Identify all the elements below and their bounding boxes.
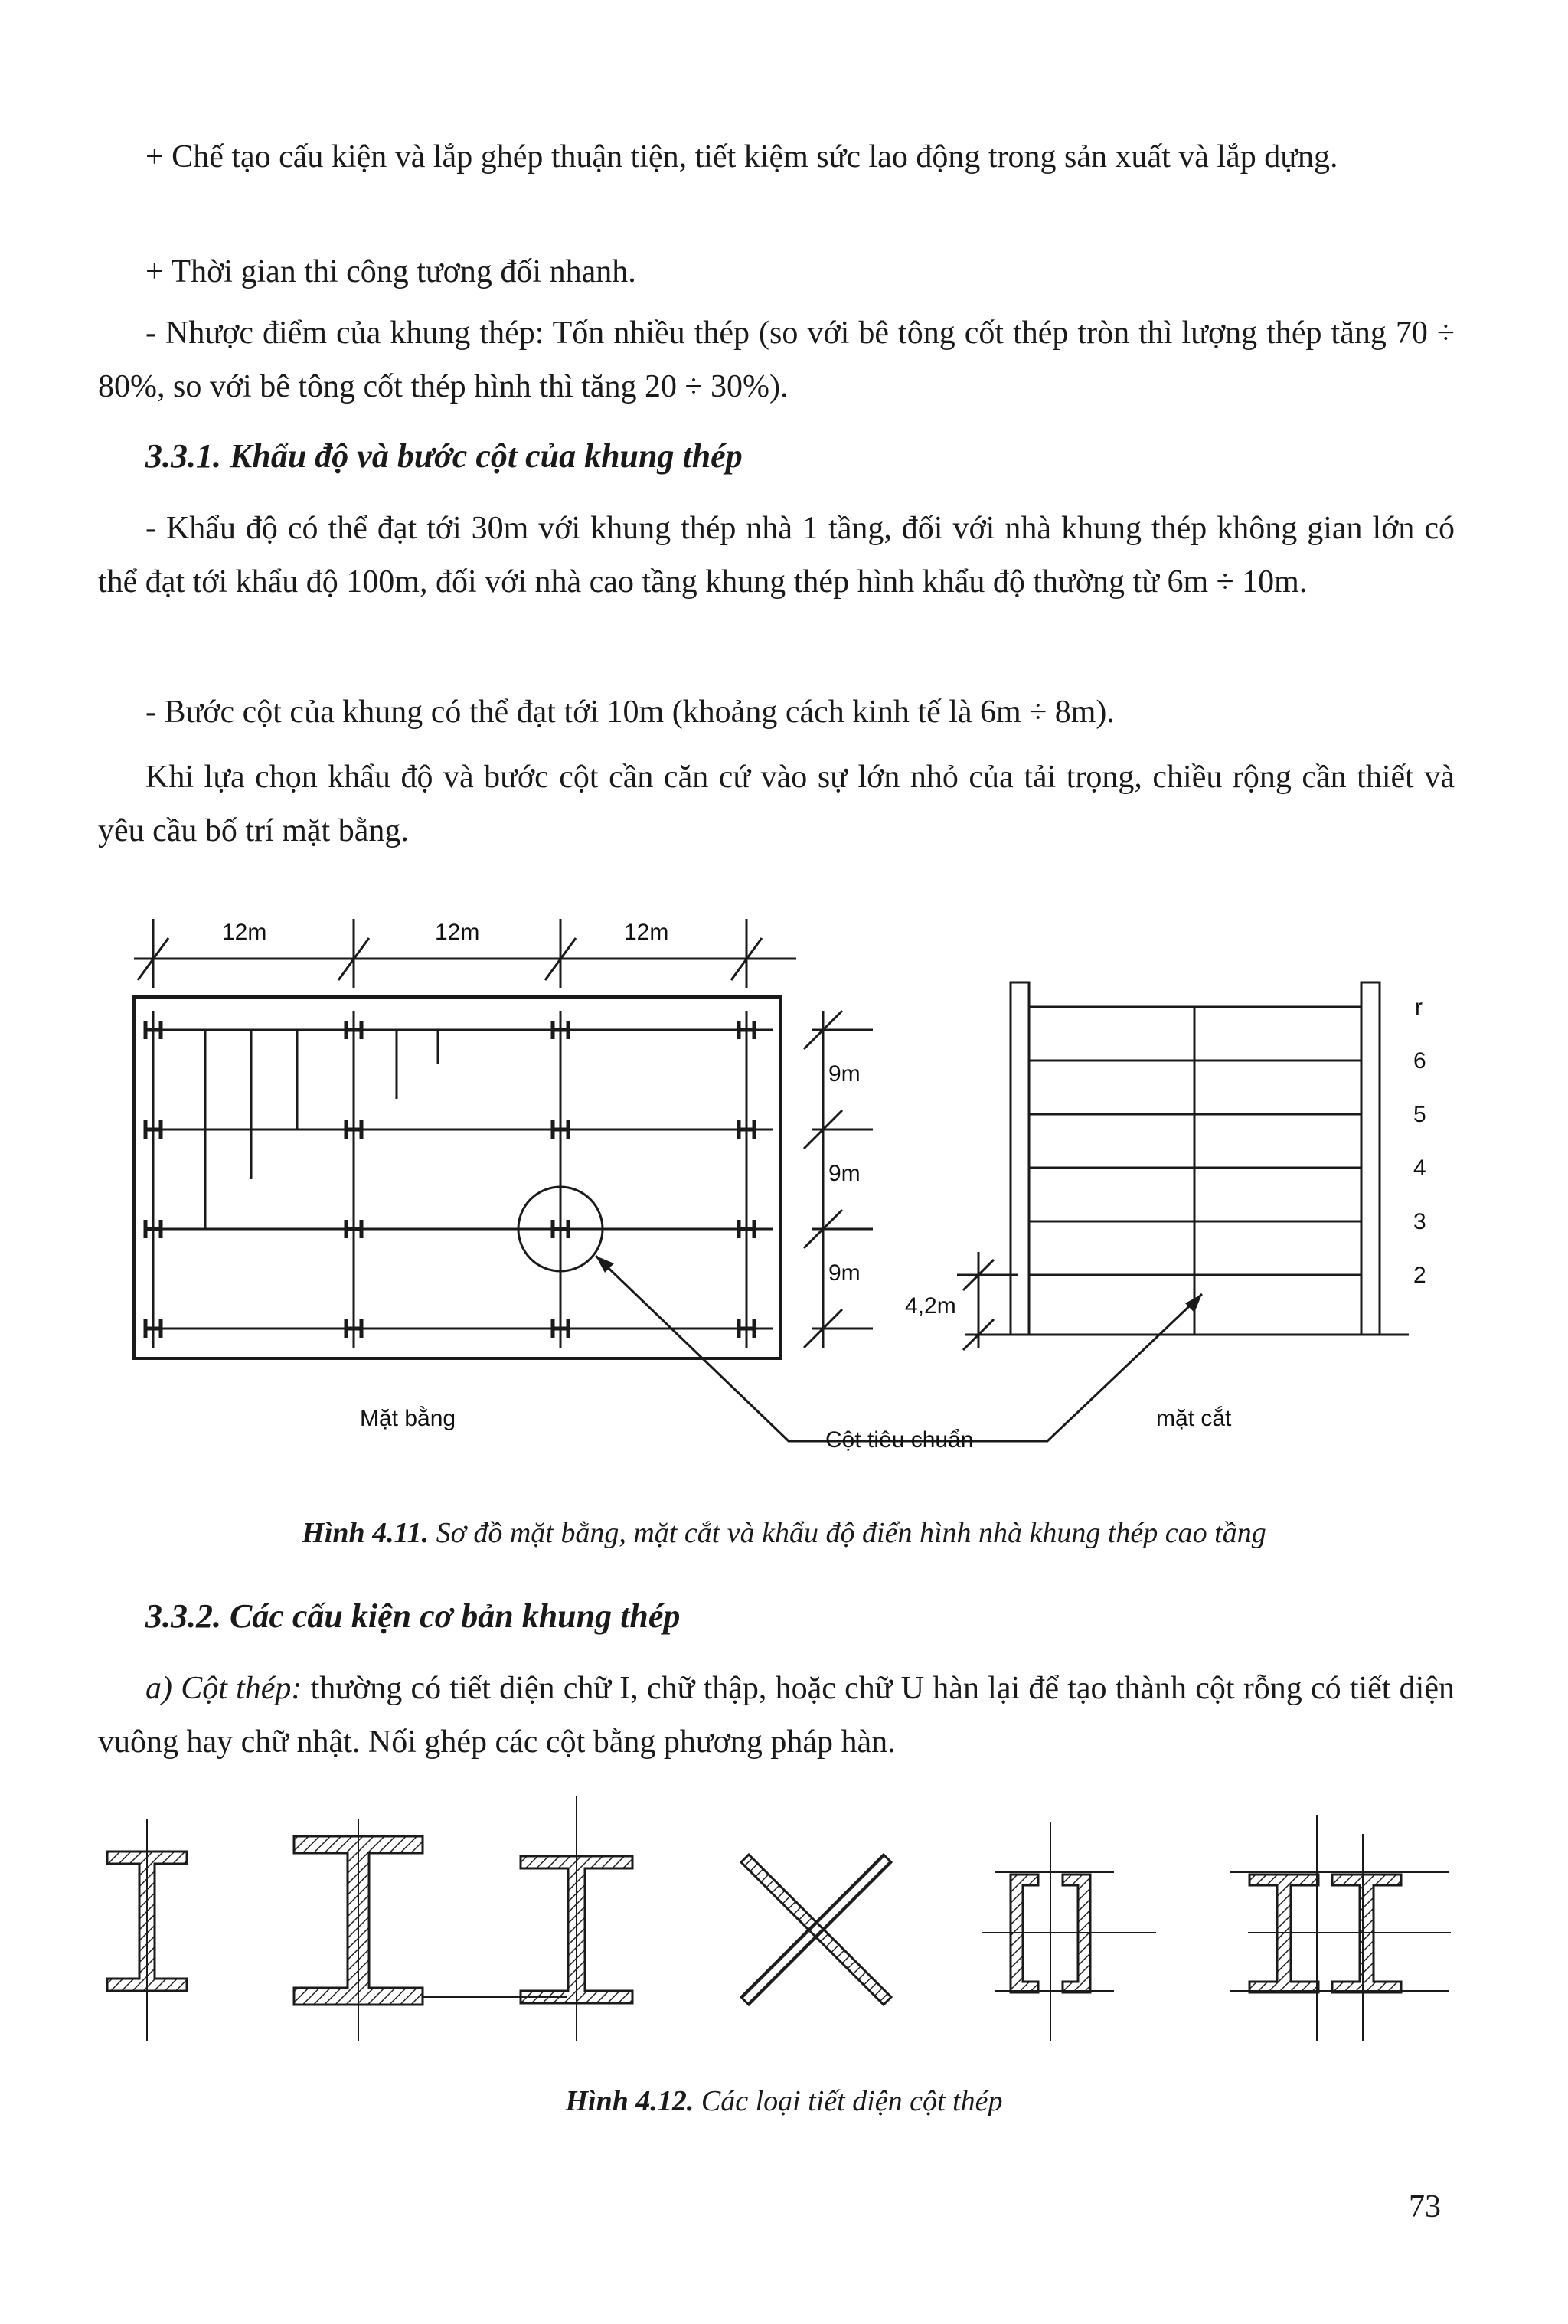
section-i-heavy — [521, 1796, 632, 2041]
bay-label-2: 9m — [828, 1161, 861, 1186]
section-double-i — [1230, 1815, 1451, 2041]
paragraph-span: - Khẩu độ có thể đạt tới 30m với khung thép nhà 1 tầng, đối với nhà khung thép không gian lớn có thể đạt tới khẩu độ 100m, đối với nhà cao tầng khung thép hình khẩu độ thường từ 6m ÷ 10m. — [98, 511, 1455, 600]
section-i-narrow — [107, 1819, 187, 2041]
section-i-wide — [294, 1819, 567, 2041]
heading-3-3-1: 3.3.1. Khẩu độ và bước cột của khung thép — [145, 437, 743, 475]
standard-column-label: Cột tiêu chuẩn — [825, 1427, 974, 1453]
floor-number-2: 2 — [1413, 1263, 1426, 1288]
figure-4-11 — [0, 896, 1568, 1508]
bay-label-1: 9m — [828, 1061, 861, 1087]
bullet-prefabrication: + Chế tạo cấu kiện và lắp ghép thuận tiện, tiết kiệm sức lao động trong sản xuất và lắp dựng. — [145, 139, 1338, 175]
section-label: mặt cắt — [1156, 1406, 1232, 1431]
section-channel-box — [982, 1822, 1156, 2041]
steel-column-text: thường có tiết diện chữ I, chữ thập, hoặc chữ U hàn lại để tạo thành cột rỗng có tiết diện vuông hay chữ nhật. Nối ghép các cột bằng phương pháp hàn. — [98, 1671, 1455, 1760]
paragraph-column-step: - Bước cột của khung có thể đạt tới 10m (khoảng cách kinh tế là 6m ÷ 8m). — [145, 695, 1115, 730]
figure-4-11-title: Sơ đồ mặt bằng, mặt cắt và khẩu độ điển hình nhà khung thép cao tầng — [429, 1517, 1266, 1549]
plan-column-marks — [145, 1021, 754, 1338]
paragraph-steel-column — [98, 1662, 1455, 1769]
floor-number-6: 6 — [1413, 1048, 1426, 1074]
bay-label-3: 9m — [828, 1260, 861, 1286]
figure-4-11-caption — [0, 1516, 1568, 1550]
span-label-2: 12m — [435, 920, 480, 945]
paragraph-selection: Khi lựa chọn khẩu độ và bước cột cần căn cứ vào sự lớn nhỏ của tải trọng, chiều rộng cần thiết và yêu cầu bố trí mặt bằng. — [98, 760, 1455, 848]
floor-height-label: 4,2m — [905, 1293, 956, 1319]
heading-3-3-2: 3.3.2. Các cấu kiện cơ bản khung thép — [145, 1597, 681, 1635]
figure-4-12-title: Các loại tiết diện cột thép — [694, 2085, 1003, 2117]
floor-number-4: 4 — [1413, 1155, 1426, 1181]
span-label-1: 12m — [222, 920, 267, 945]
bullet-construction-time: + Thời gian thi công tương đối nhanh. — [145, 254, 636, 289]
steel-column-lead: a) Cột thép: — [145, 1671, 302, 1706]
figure-4-12 — [0, 1792, 1568, 2067]
figure-4-11-number: Hình 4.11. — [302, 1517, 430, 1549]
plan-label: Mặt bằng — [360, 1406, 456, 1431]
floor-number-r: r — [1415, 995, 1423, 1020]
paragraph-disadvantage: - Nhược điểm của khung thép: Tốn nhiều thép (so với bê tông cốt thép tròn thì lượng thép tăng 70 ÷ 80%, so với bê tông cốt thép hình thì tăng 20 ÷ 30%). — [98, 315, 1455, 404]
floor-number-3: 3 — [1413, 1209, 1426, 1234]
floor-number-5: 5 — [1413, 1102, 1426, 1127]
figure-4-12-caption — [0, 2084, 1568, 2118]
section-cross — [741, 1855, 891, 2005]
figure-4-12-number: Hình 4.12. — [565, 2085, 694, 2117]
page-number: 73 — [1409, 2189, 1441, 2224]
span-label-3: 12m — [624, 920, 669, 945]
section-view — [957, 982, 1409, 1350]
